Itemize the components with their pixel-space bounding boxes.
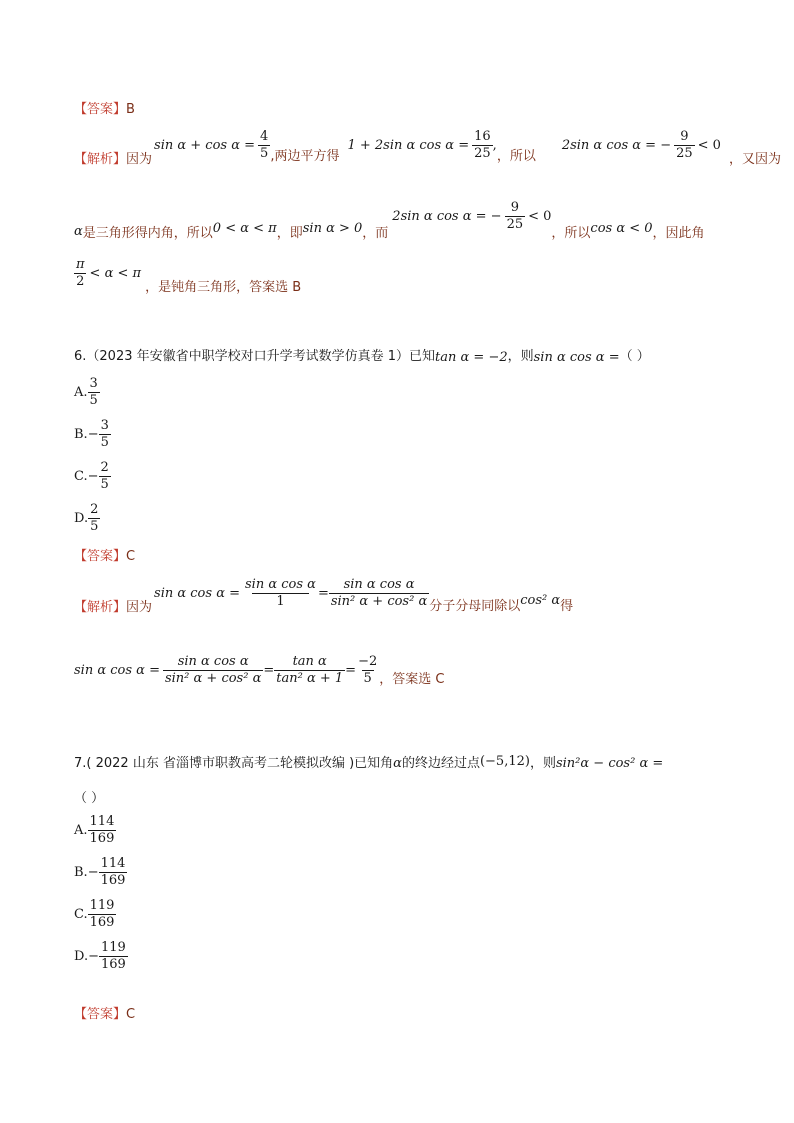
q6-option-d-fraction: $\frac{2}{5}$ bbox=[90, 502, 99, 535]
q6-f-tail: ，答案选 C bbox=[379, 672, 445, 688]
so-text-2: ，所以 bbox=[551, 226, 591, 241]
q7-option-d[interactable]: D. − $\frac{119}{169}$ bbox=[74, 940, 126, 973]
q7-option-b-fraction: $\frac{114}{169}$ bbox=[100, 856, 126, 889]
eq2-lhs: 1 + 2sin α cos α = bbox=[347, 138, 470, 153]
line2-text-h: ，因此角 bbox=[652, 226, 705, 241]
q6-e2-cos: cos² α bbox=[520, 593, 561, 608]
q7-option-a-fraction: $\frac{114}{169}$ bbox=[89, 814, 115, 847]
q6-e1-fraction: $\frac{\text{sin α cos α}}{1}$ bbox=[245, 576, 316, 609]
eq1-fraction: $\frac{4}{5}$ bbox=[260, 128, 269, 161]
question-6-stem bbox=[74, 344, 650, 365]
q6-analysis-label: 【解析】 bbox=[74, 600, 127, 615]
line3-text: ，是钝角三角形，答案选 B bbox=[145, 280, 302, 295]
line2-sin: sin α > 0 bbox=[302, 221, 363, 236]
eq3-tail: < 0 bbox=[697, 138, 721, 153]
q6-condition: tan α = −2 bbox=[435, 350, 508, 365]
eq2-tail: , bbox=[492, 138, 497, 153]
q7-mid: 的终边经过点 bbox=[401, 756, 480, 771]
analysis-line-3 bbox=[74, 252, 301, 295]
analysis-label: 【解析】 bbox=[74, 152, 127, 167]
q6-f3-fraction: $\frac{-2}{5}$ bbox=[358, 654, 378, 687]
because-text: 因为 bbox=[126, 152, 153, 167]
eq3-lhs: 2sin α cos α = − bbox=[561, 138, 672, 153]
line2-cos: cos α < 0 bbox=[590, 221, 653, 236]
q7-paren: （ ） bbox=[74, 791, 105, 806]
answer-label: 【答案】 bbox=[74, 102, 127, 117]
q6-option-c[interactable]: C. − $\frac{2}{5}$ bbox=[74, 460, 109, 493]
q6-answer-line bbox=[74, 545, 135, 564]
q6-e1-lhs: sin α cos α = bbox=[154, 586, 240, 601]
q6-e2-de: 得 bbox=[560, 599, 574, 614]
analysis-line-2 bbox=[74, 192, 705, 241]
q6-f-lhs: sin α cos α = bbox=[74, 663, 160, 679]
so-text-1: ，所以 bbox=[496, 149, 536, 164]
line2-text-b: 是三角形得内角，所以 bbox=[82, 226, 213, 241]
q6-ask: sin α cos α = bbox=[533, 350, 620, 365]
q7-point: (−5,12) bbox=[479, 754, 530, 769]
answer-line-1 bbox=[74, 98, 135, 117]
q6-option-d[interactable]: D. $\frac{2}{5}$ bbox=[74, 502, 99, 535]
line2-text-f: ，而 bbox=[362, 226, 389, 241]
q7-answer-value: C bbox=[126, 1007, 136, 1022]
q6-e2-tail: 分子分母同除以 bbox=[429, 599, 521, 614]
q7-option-b[interactable]: B. − $\frac{114}{169}$ bbox=[74, 856, 126, 889]
question-7-stem bbox=[74, 752, 663, 771]
alpha-symbol: α bbox=[74, 224, 83, 239]
q6-option-b[interactable]: B. − $\frac{3}{5}$ bbox=[74, 418, 109, 451]
q6-option-a-fraction: $\frac{3}{5}$ bbox=[89, 376, 98, 409]
also-text: ，又因为 bbox=[728, 152, 781, 167]
line2-ineq: 0 < α < π bbox=[212, 221, 277, 236]
eq4-lhs: 2sin α cos α = − bbox=[392, 209, 502, 224]
q6-paren: （ ） bbox=[619, 349, 650, 364]
q6-option-b-fraction: $\frac{3}{5}$ bbox=[100, 418, 109, 451]
q6-analysis-line-2 bbox=[74, 654, 444, 688]
q7-option-d-fraction: $\frac{119}{169}$ bbox=[101, 940, 126, 973]
pi-half-fraction: $\frac{\pi}{2}$ bbox=[76, 256, 85, 289]
q6-then: ，则 bbox=[507, 349, 534, 364]
analysis-line-1 bbox=[74, 124, 781, 167]
q7-ask: sin²α − cos² α = bbox=[555, 756, 664, 771]
q6-analysis-line-1 bbox=[74, 572, 573, 615]
answer-value: B bbox=[126, 102, 135, 117]
line2-text-d: ，即 bbox=[276, 226, 303, 241]
q7-option-c[interactable]: C. $\frac{119}{169}$ bbox=[74, 898, 115, 931]
q7-answer-label: 【答案】 bbox=[74, 1007, 127, 1022]
eq4-tail: < 0 bbox=[528, 209, 552, 224]
q7-then: ，则 bbox=[529, 756, 556, 771]
q6-because: 因为 bbox=[126, 600, 153, 615]
q6-f-eq2: = bbox=[345, 663, 357, 679]
q6-stem-text: 6.（2023 年安徽省中职学校对口升学考试数学仿真卷 1）已知 bbox=[74, 349, 436, 364]
q6-e1-eq: = bbox=[317, 586, 329, 601]
q6-e2-fraction: $\frac{\text{sin α cos α}}{\text{sin² α + cos² α}}$ bbox=[330, 576, 428, 609]
q6-f-eq: = bbox=[263, 663, 275, 679]
q7-answer-line bbox=[74, 1003, 135, 1022]
q7-stem-text: 7.( 2022 山东 省淄博市职教高考二轮模拟改编 )已知角 bbox=[74, 756, 394, 771]
q7-option-a[interactable]: A. $\frac{114}{169}$ bbox=[74, 814, 115, 847]
eq1-tail: ,两边平方得 bbox=[270, 149, 340, 164]
q7-alpha: α bbox=[393, 756, 402, 771]
q7-option-c-fraction: $\frac{119}{169}$ bbox=[89, 898, 115, 931]
q6-f1-fraction: $\frac{\text{sin α cos α}}{\text{sin² α + cos² α}}$ bbox=[164, 654, 262, 687]
line3-ineq: < α < π bbox=[89, 266, 142, 281]
eq3-fraction: $\frac{9}{25}$ bbox=[676, 128, 693, 161]
q6-answer-label: 【答案】 bbox=[74, 549, 127, 564]
eq2-fraction: $\frac{16}{25}$ bbox=[474, 128, 491, 161]
q6-option-c-fraction: $\frac{2}{5}$ bbox=[100, 460, 109, 493]
eq4-fraction: $\frac{9}{25}$ bbox=[506, 199, 524, 232]
q6-answer-value: C bbox=[126, 549, 136, 564]
q6-option-a[interactable]: A. $\frac{3}{5}$ bbox=[74, 376, 98, 409]
eq1-lhs: sin α + cos α = bbox=[154, 138, 256, 153]
q6-f2-fraction: $\frac{\text{tan α}}{\text{tan² α + 1}}$ bbox=[276, 654, 344, 687]
